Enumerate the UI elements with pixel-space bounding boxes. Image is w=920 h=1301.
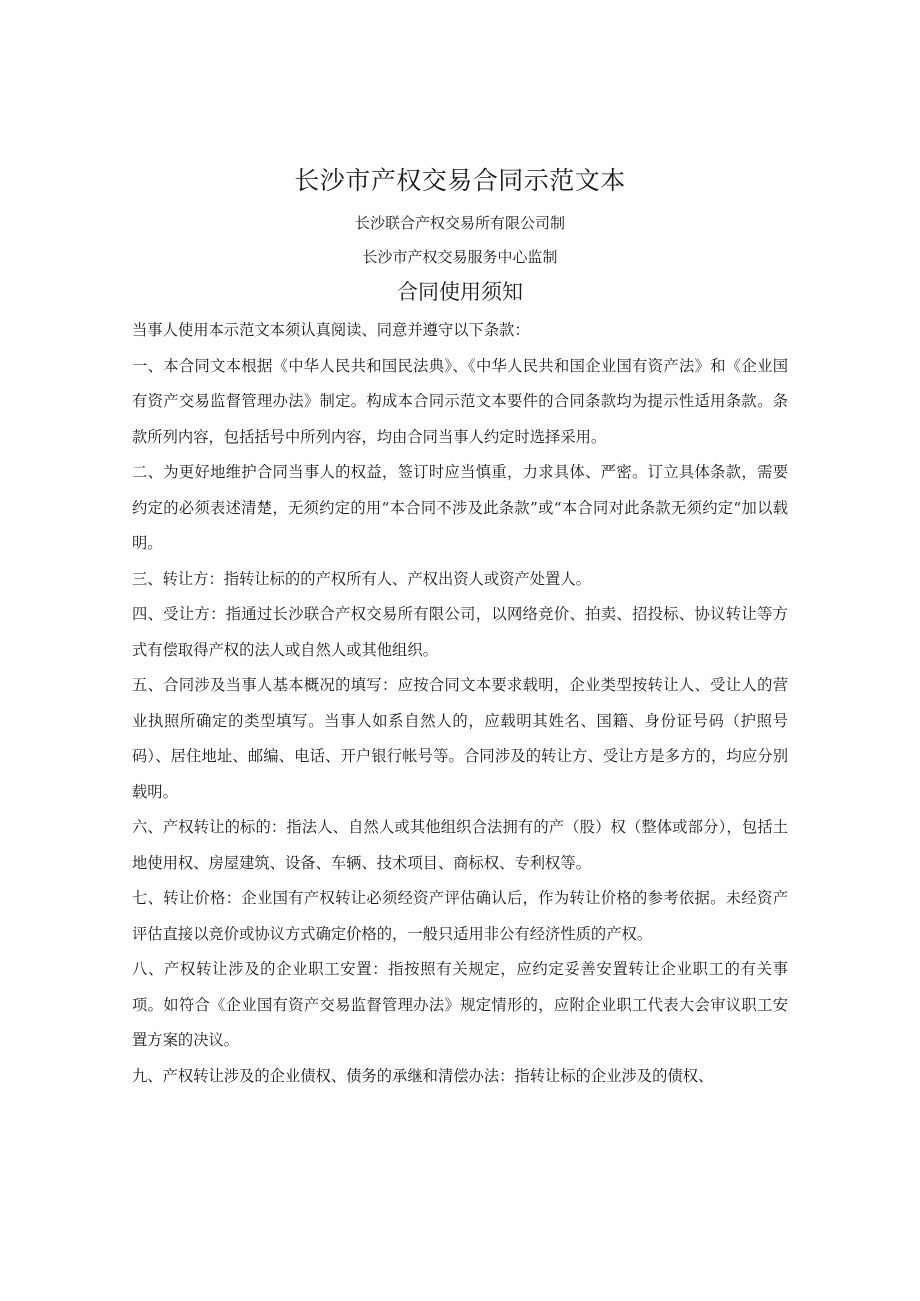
paragraph-6: 六、产权转让的标的：指法人、自然人或其他组织合法拥有的产（股）权（整体或部分），包括土地使用权、房屋建筑、设备、车辆、技术项目、商标权、专利权等。 xyxy=(132,818,788,872)
document-page xyxy=(132,163,788,1094)
paragraph-9: 九、产权转让涉及的企业债权、债务的承继和清偿办法：指转让标的企业涉及的债权、 xyxy=(132,1066,714,1085)
paragraph-8: 八、产权转让涉及的企业职工安置：指按照有关规定，应约定妥善安置转让企业职工的有关事项。如符合《企业国有资产交易监督管理办法》规定情形的，应附企业职工代表大会审议职工安置方案的决议。 xyxy=(132,960,788,1049)
paragraph-5: 五、合同涉及当事人基本概况的填写：应按合同文本要求载明，企业类型按转让人、受让人的营业执照所确定的类型填写。当事人如系自然人的，应载明其姓名、国籍、身份证号码（护照号码）、居住地址、邮编、电话、开户银行帐号等。合同涉及的转让方、受让方是多方的，均应分别载明。 xyxy=(132,676,788,801)
paragraph-4: 四、受让方：指通过长沙联合产权交易所有限公司，以网络竞价、拍卖、招投标、协议转让等方式有偿取得产权的法人或自然人或其他组织。 xyxy=(132,605,788,659)
notice-body xyxy=(132,313,788,1094)
notice-heading: 合同使用须知 xyxy=(397,280,523,304)
paragraph-2: 二、为更好地维护合同当事人的权益，签订时应当慎重，力求具体、严密。订立具体条款，需要约定的必须表述清楚，无须约定的用“本合同不涉及此条款”或“本合同对此条款无须约定“加以载明。 xyxy=(132,463,788,552)
paragraph-7: 七、转让价格：企业国有产权转让必须经资产评估确认后，作为转让价格的参考依据。未经资产评估直接以竞价或协议方式确定价格的，一般只适用非公有经济性质的产权。 xyxy=(132,889,788,943)
paragraph-intro: 当事人使用本示范文本须认真阅读、同意并遵守以下条款： xyxy=(132,321,530,339)
document-title: 长沙市产权交易合同示范文本 xyxy=(294,166,626,195)
paragraph-3: 三、转让方：指转让标的的产权所有人、产权出资人或资产处置人。 xyxy=(132,569,591,588)
supervisor-line: 长沙市产权交易服务中心监制 xyxy=(362,248,558,266)
paragraph-1: 一、本合同文本根据《中华人民共和国民法典》、《中华人民共和国企业国有资产法》和《企业国有资产交易监督管理办法》制定。构成本合同示范文本要件的合同条款均为提示性适用条款。条款所列内容，包括括号中所列内容，均由合同当事人约定时选择采用。 xyxy=(132,356,788,446)
issuer-line: 长沙联合产权交易所有限公司制 xyxy=(354,214,565,232)
